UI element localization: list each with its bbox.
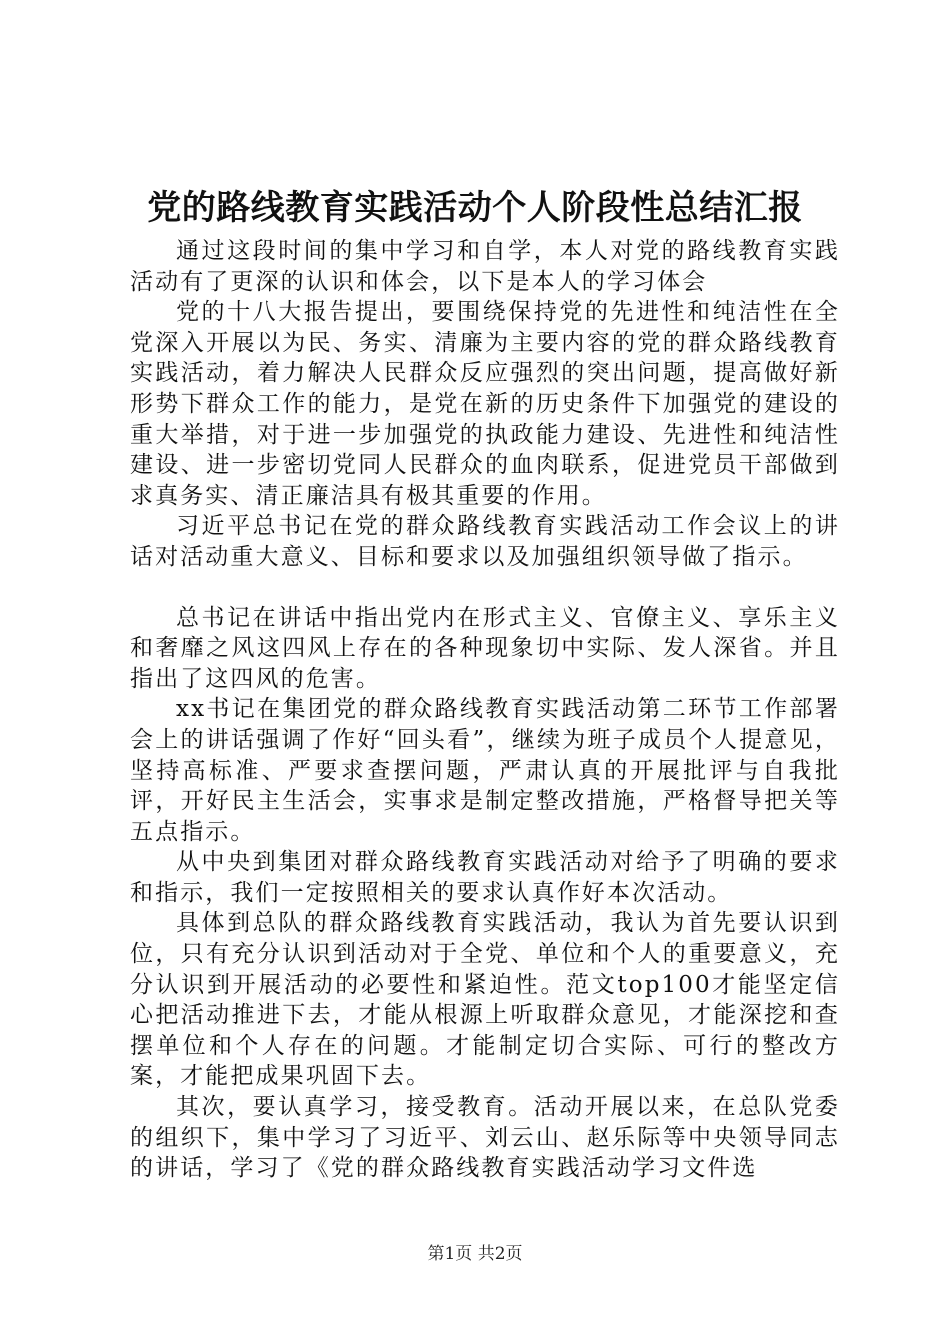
paragraph-8: 其次，要认真学习，接受教育。活动开展以来，在总队党委的组织下，集中学习了习近平、刘云山、赵乐际等中央领导同志的讲话，学习了《党的群众路线教育实践活动学习文件选	[130, 1094, 840, 1182]
paragraph-5: xx书记在集团党的群众路线教育实践活动第二环节工作部署会上的讲话强调了作好“回头看”，继续为班子成员个人提意见，坚持高标准、严要求查摆问题，严肃认真的开展批评与自我批评，开好民主生活会，实事求是制定整改措施，严格督导把关等五点指示。	[130, 696, 840, 845]
paragraph-3: 习近平总书记在党的群众路线教育实践活动工作会议上的讲话对活动重大意义、目标和要求以及加强组织领导做了指示。	[130, 513, 840, 570]
paragraph-1: 通过这段时间的集中学习和自学，本人对党的路线教育实践活动有了更深的认识和体会，以下是本人的学习体会	[130, 238, 840, 295]
paragraph-7: 具体到总队的群众路线教育实践活动，我认为首先要认识到位，只有充分认识到活动对于全党、单位和个人的重要意义，充分认识到开展活动的必要性和紧迫性。范文top100才能坚定信心把活动推进下去，才能从根源上听取群众意见，才能深挖和查摆单位和个人存在的问题。才能制定切合实际、可行的整改方案，才能把成果巩固下去。	[130, 910, 840, 1090]
page-number-footer: 第1页 共2页	[427, 1244, 523, 1264]
paragraph-4: 总书记在讲话中指出党内在形式主义、官僚主义、享乐主义和奢靡之风这四风上存在的各种现象切中实际、发人深省。并且指出了这四风的危害。	[130, 604, 840, 692]
paragraph-2: 党的十八大报告提出，要围绕保持党的先进性和纯洁性在全党深入开展以为民、务实、清廉为主要内容的党的群众路线教育实践活动，着力解决人民群众反应强烈的突出问题，提高做好新形势下群众工作的能力，是党在新的历史条件下加强党的建设的重大举措，对于进一步加强党的执政能力建设、先进性和纯洁性建设、进一步密切党同人民群众的血肉联系，促进党员干部做到求真务实、清正廉洁具有极其重要的作用。	[130, 299, 840, 509]
paragraph-6: 从中央到集团对群众路线教育实践活动对给予了明确的要求和指示，我们一定按照相关的要求认真作好本次活动。	[130, 849, 840, 906]
document-title: 党的路线教育实践活动个人阶段性总结汇报	[147, 188, 803, 228]
document-body	[130, 236, 840, 1184]
